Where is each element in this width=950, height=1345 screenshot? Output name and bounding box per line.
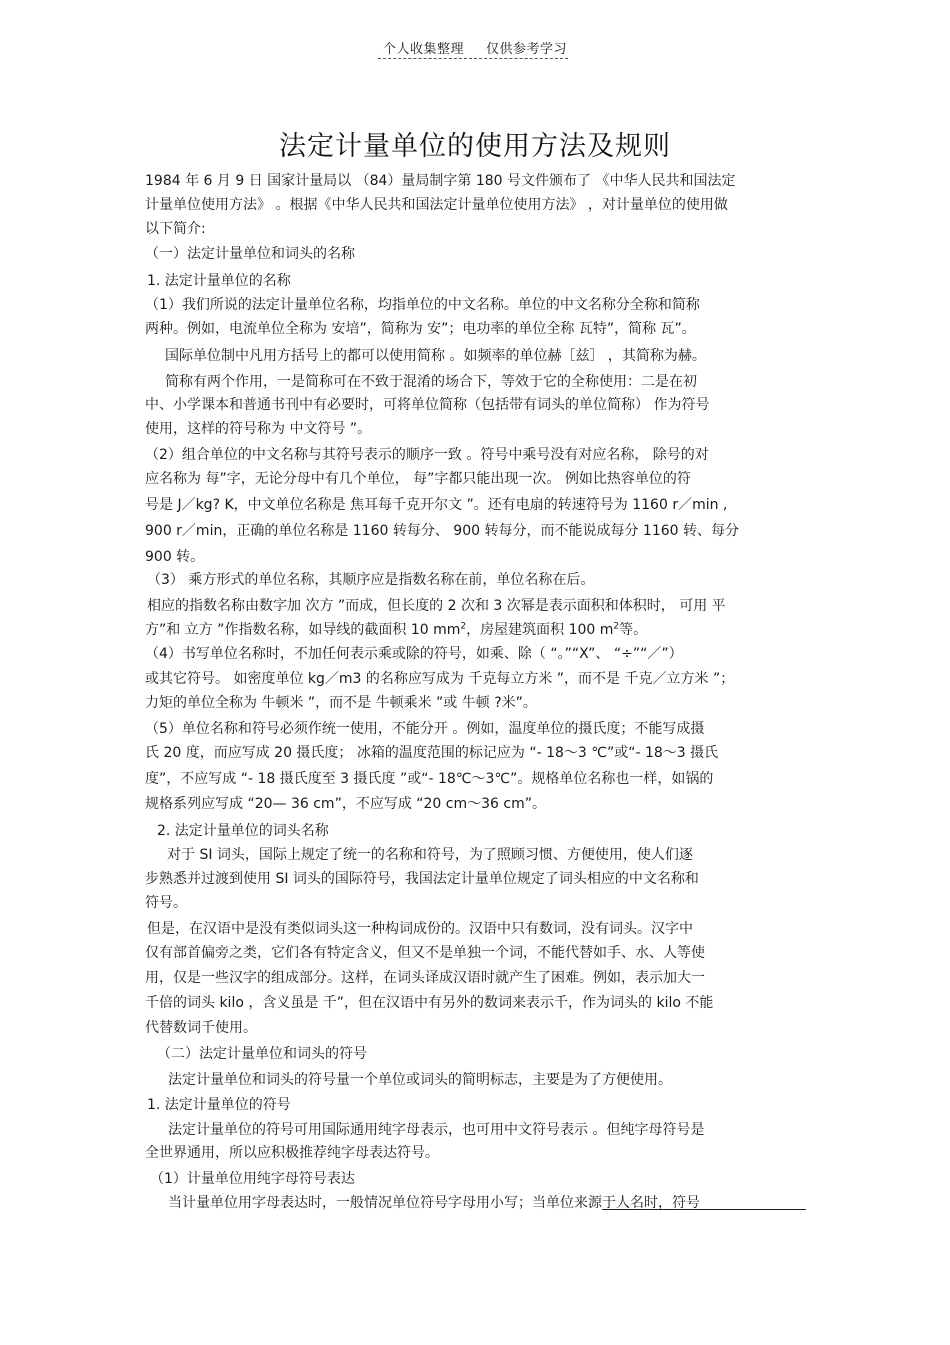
- text-line: 全世界通用，所以应积极推荐纯字母表达符号。: [145, 1145, 439, 1161]
- text-line: 900 转。: [145, 549, 205, 565]
- text-line: 900 r／min，正确的单位名称是 1160 转每分、 900 转每分，而不能说成每分 1160 转、每分: [145, 523, 740, 539]
- text-line: （5）单位名称和符号必须作统一使用，不能分开 。例如，温度单位的摄氏度；不能写成摄: [145, 721, 705, 737]
- text-line: 以下简介:: [145, 221, 206, 237]
- text-line: （3） 乘方形式的单位名称，其顺序应是指数名称在前，单位名称在后。: [147, 572, 595, 588]
- text-line: 或其它符号。 如密度单位 kg／m3 的名称应写成为 千克每立方米 ”，而不是 千克／立方米 ”；: [145, 671, 735, 687]
- text-line: 仅有部首偏旁之类，它们各有特定含义，但又不是单独一个词，不能代替如手、水、人等使: [145, 945, 705, 961]
- text-line: 对于 SI 词头，国际上规定了统一的名称和符号，为了照顾习惯、方便使用，使人们逐: [167, 847, 693, 863]
- text-line: 度”，不应写成 “- 18 摄氏度至 3 摄氏度 ”或“- 18℃～3℃”。规格单位名称也一样，如锅的: [145, 771, 714, 787]
- text-line: 国际单位制中凡用方括号上的都可以使用简称 。如频率的单位赫［兹］ ，其简称为赫。: [165, 348, 706, 364]
- text-line: 方”和 立方 ”作指数名称，如导线的截面积 10 $mm^2$，房屋建筑面积 100 $m^2$等。: [145, 621, 648, 638]
- text-line: 简称有两个作用，一是简称可在不致于混淆的场合下，等效于它的全称使用：二是在初: [165, 374, 697, 390]
- page-header: [0, 38, 950, 57]
- text-line: 相应的指数名称由数字加 次方 ”而成，但长度的 2 次和 3 次幂是表示面积和体积时， 可用 平: [147, 598, 726, 614]
- text-line: 法定计量单位的符号可用国际通用纯字母表示，也可用中文符号表示 。但纯字母符号是: [168, 1122, 705, 1138]
- text-line: 代替数词千使用。: [145, 1020, 257, 1036]
- section-heading: （二）法定计量单位和词头的符号: [157, 1046, 367, 1062]
- header-divider: [378, 58, 568, 59]
- subsection-heading: 1. 法定计量单位的符号: [147, 1097, 291, 1113]
- text-line: 1984 年 6 月 9 日 国家计量局以 （84）量局制字第 180 号文件颁布了 《中华人民共和国法定: [145, 173, 736, 189]
- text-line: 规格系列应写成 “20— 36 cm”，不应写成 “20 cm～36 cm”。: [145, 796, 546, 812]
- text-line: 两种。例如，电流单位全称为 安培”，简称为 安”；电功率的单位全称 瓦特”，简称 瓦”。: [145, 321, 696, 337]
- header-left-text: 个人收集整理: [382, 42, 464, 57]
- header-right-text: 仅供参考学习: [486, 42, 568, 57]
- text-line: （4）书写单位名称时，不加任何表示乘或除的符号，如乘、除（ “。”“X”、 “÷”“／”）: [145, 646, 683, 662]
- text-line: 应名称为 每”字，无论分母中有几个单位， 每”字都只能出现一次。 例如比热容单位的符: [145, 471, 691, 487]
- text-line: 但是，在汉语中是没有类似词头这一种构词成份的。汉语中只有数词，没有词头。汉字中: [147, 921, 693, 937]
- text-line: 用，仅是一些汉字的组成部分。这样，在词头译成汉语时就产生了困难。例如，表示加大一: [145, 970, 705, 986]
- subsection-heading: （1）计量单位用纯字母符号表达: [150, 1171, 355, 1187]
- text-line: 号是 J／kg? K，中文单位名称是 焦耳每千克开尔文 ”。还有电扇的转速符号为 1160 r／min ,: [145, 497, 728, 513]
- subsection-heading: 2. 法定计量单位的词头名称: [157, 823, 329, 839]
- text-line: 符号。: [145, 895, 187, 911]
- text-line: 中、小学课本和普通书刊中有必要时，可将单位简称（包括带有词头的单位简称） 作为符号: [145, 397, 710, 413]
- text-line: （1）我们所说的法定计量单位名称，均指单位的中文名称。单位的中文名称分全称和简称: [145, 297, 700, 313]
- text-line: 法定计量单位和词头的符号量一个单位或词头的简明标志，主要是为了方便使用。: [168, 1072, 672, 1088]
- document-title: 法定计量单位的使用方法及规则: [279, 131, 671, 162]
- text-line: 计量单位使用方法》 。根据《中华人民共和国法定计量单位使用方法》 ，对计量单位的使用做: [145, 197, 728, 213]
- underline-rule: [602, 1209, 806, 1210]
- text-line: 千倍的词头 kilo ，含义虽是 千”，但在汉语中有另外的数词来表示千，作为词头的 kilo 不能: [145, 995, 714, 1011]
- text-line: 氏 20 度，而应写成 20 摄氏度； 冰箱的温度范围的标记应为 “- 18～3 ℃”或“- 18～3 摄氏: [145, 745, 719, 761]
- text-line: 当计量单位用字母表达时，一般情况单位符号字母用小写；当单位来源于人名时，符号: [168, 1195, 700, 1211]
- section-heading: （一）法定计量单位和词头的名称: [145, 246, 355, 262]
- text-line: 使用，这样的符号称为 中文符号 ”。: [145, 421, 372, 437]
- text-line: 步熟悉并过渡到使用 SI 词头的国际符号，我国法定计量单位规定了词头相应的中文名称和: [145, 871, 699, 887]
- text-line: 力矩的单位全称为 牛顿米 ”，而不是 牛顿乘米 ”或 牛顿 ?米”。: [145, 695, 537, 711]
- subsection-heading: 1. 法定计量单位的名称: [147, 273, 291, 289]
- text-line: （2）组合单位的中文名称与其符号表示的顺序一致 。符号中乘号没有对应名称， 除号的对: [145, 447, 709, 463]
